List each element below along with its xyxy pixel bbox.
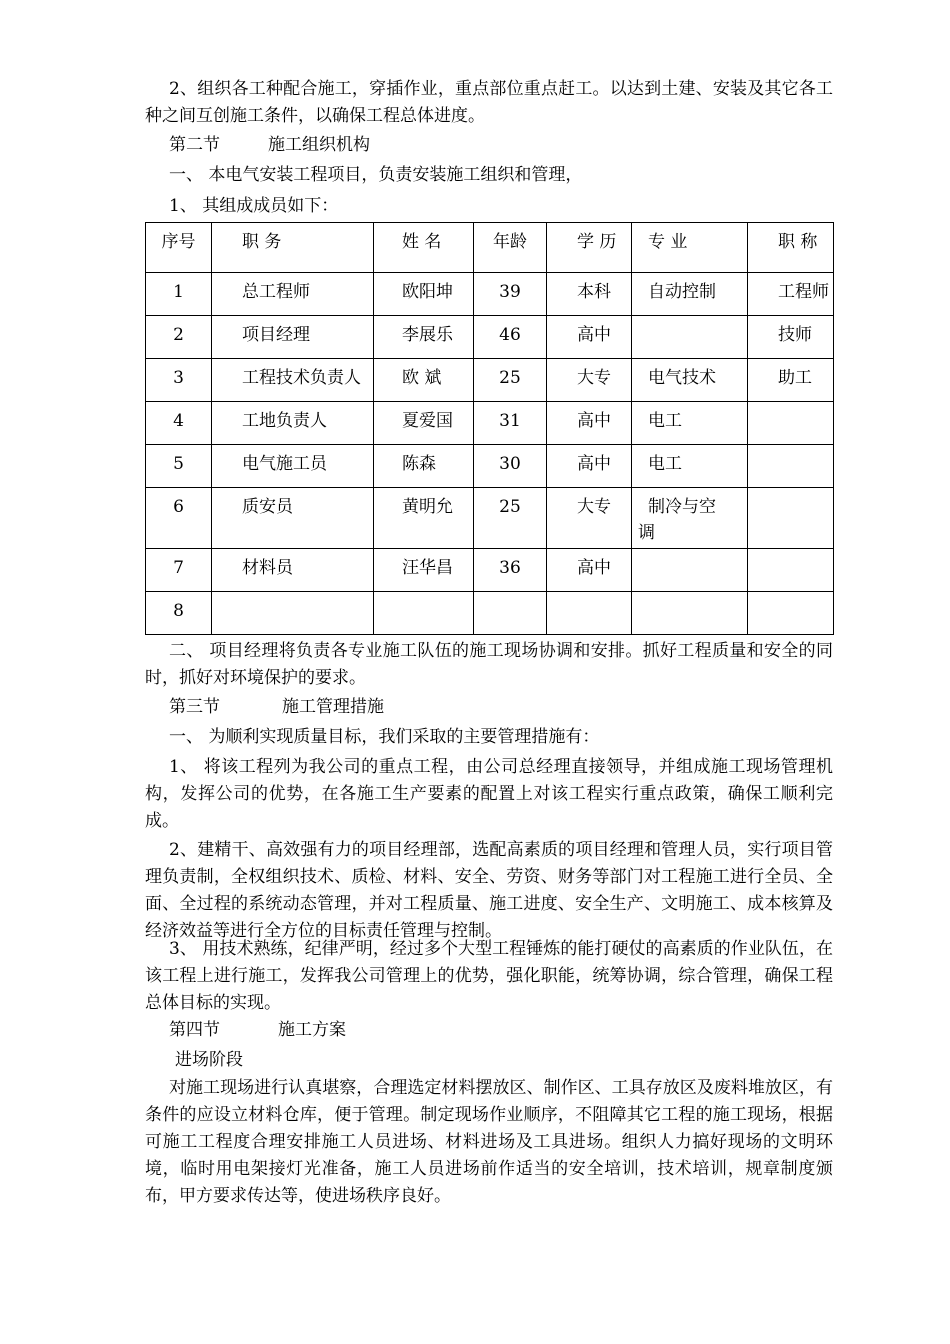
cell-name: 欧阳坤 bbox=[374, 273, 474, 316]
cell-index: 4 bbox=[146, 402, 212, 445]
cell-age: 25 bbox=[474, 488, 547, 549]
section-4-stage: 进场阶段 bbox=[175, 1050, 243, 1070]
cell-position bbox=[212, 592, 374, 635]
cell-title: 工程师 bbox=[748, 273, 834, 316]
cell-specialty-line-1: 制冷与空 bbox=[648, 497, 716, 517]
cell-age: 36 bbox=[474, 549, 547, 592]
cell-education: 本科 bbox=[547, 273, 632, 316]
cell-specialty: 电工 bbox=[632, 402, 748, 445]
cell-specialty: 电气技术 bbox=[632, 359, 748, 402]
section-4-number: 第四节 bbox=[169, 1020, 220, 1040]
cell-specialty: 电工 bbox=[632, 445, 748, 488]
table-row bbox=[146, 402, 834, 445]
cell-education bbox=[547, 592, 632, 635]
cell-specialty bbox=[632, 488, 748, 549]
cell-position: 材料员 bbox=[212, 549, 374, 592]
cell-education: 大专 bbox=[547, 359, 632, 402]
cell-age: 30 bbox=[474, 445, 547, 488]
header-position: 职 务 bbox=[212, 223, 374, 273]
cell-education: 高中 bbox=[547, 445, 632, 488]
section-3-number: 第三节 bbox=[169, 697, 220, 717]
cell-age: 25 bbox=[474, 359, 547, 402]
section-2-title: 施工组织机构 bbox=[268, 135, 370, 155]
header-education: 学 历 bbox=[547, 223, 632, 273]
cell-name: 欧 斌 bbox=[374, 359, 474, 402]
cell-position: 工程技术负责人 bbox=[212, 359, 374, 402]
header-title: 职 称 bbox=[748, 223, 834, 273]
header-index: 序号 bbox=[146, 223, 212, 273]
section-2-sub-1: 1、 其组成成员如下： bbox=[169, 196, 339, 216]
cell-age: 31 bbox=[474, 402, 547, 445]
staff-table bbox=[145, 222, 834, 635]
cell-position: 项目经理 bbox=[212, 316, 374, 359]
cell-index: 7 bbox=[146, 549, 212, 592]
cell-index: 5 bbox=[146, 445, 212, 488]
cell-title: 技师 bbox=[748, 316, 834, 359]
cell-specialty bbox=[632, 549, 748, 592]
cell-age bbox=[474, 592, 547, 635]
cell-specialty: 自动控制 bbox=[632, 273, 748, 316]
cell-index: 6 bbox=[146, 488, 212, 549]
cell-specialty bbox=[632, 592, 748, 635]
header-specialty: 专 业 bbox=[632, 223, 748, 273]
section-3-para-3: 3、 用技术熟练，纪律严明，经过多个大型工程锤炼的能打硬仗的高素质的作业队伍，在该工程上进行施工，发挥我公司管理上的优势，强化职能，统筹协调，综合管理，确保工程总体目标的实现。 bbox=[145, 939, 833, 1013]
cell-education: 高中 bbox=[547, 316, 632, 359]
cell-position: 工地负责人 bbox=[212, 402, 374, 445]
section-2-heading bbox=[169, 132, 370, 159]
cell-education: 大专 bbox=[547, 488, 632, 549]
section-3-title: 施工管理措施 bbox=[282, 697, 384, 717]
section-4-heading bbox=[169, 1017, 346, 1044]
table-row bbox=[146, 592, 834, 635]
cell-title bbox=[748, 549, 834, 592]
cell-title bbox=[748, 445, 834, 488]
section-3-para-2: 2、建精干、高效强有力的项目经理部，选配高素质的项目经理和管理人员，实行项目管理负责制，全权组织技术、质检、材料、安全、劳资、财务等部门对工程施工进行全员、全面、全过程的系统动态管理，并对工程质量、施工进度、安全生产、文明施工、成本核算及经济效益等进行全方位的目标责任管理与控制。 bbox=[145, 840, 833, 941]
cell-position: 总工程师 bbox=[212, 273, 374, 316]
header-age: 年龄 bbox=[474, 223, 547, 273]
section-3-heading bbox=[169, 694, 384, 721]
cell-name: 夏爱国 bbox=[374, 402, 474, 445]
section-4-para-1: 对施工现场进行认真堪察，合理选定材料摆放区、制作区、工具存放区及废料堆放区，有条件的应设立材料仓库，便于管理。制定现场作业顺序，不阻障其它工程的施工现场，根据可施工工程度合理安排施工人员进场、材料进场及工具进场。组织人力搞好现场的文明环境，临时用电架接灯光准备，施工人员进场前作适当的安全培训，技术培训，规章制度颁布，甲方要求传达等，使进场秩序良好。 bbox=[145, 1078, 833, 1206]
cell-index: 3 bbox=[146, 359, 212, 402]
cell-name: 李展乐 bbox=[374, 316, 474, 359]
cell-name: 陈森 bbox=[374, 445, 474, 488]
section-2-item-2: 二、 项目经理将负责各专业施工队伍的施工现场协调和安排。抓好工程质量和安全的同时，抓好对环境保护的要求。 bbox=[145, 641, 833, 688]
section-4-title: 施工方案 bbox=[278, 1020, 346, 1040]
intro-item-2: 2、组织各工种配合施工，穿插作业，重点部位重点赶工。以达到土建、安装及其它各工种之间互创施工条件，以确保工程总体进度。 bbox=[145, 79, 833, 126]
cell-position: 电气施工员 bbox=[212, 445, 374, 488]
cell-title bbox=[748, 488, 834, 549]
table-row bbox=[146, 273, 834, 316]
cell-title: 助工 bbox=[748, 359, 834, 402]
header-name: 姓 名 bbox=[374, 223, 474, 273]
table-row bbox=[146, 445, 834, 488]
cell-index: 8 bbox=[146, 592, 212, 635]
cell-name: 汪华昌 bbox=[374, 549, 474, 592]
cell-name bbox=[374, 592, 474, 635]
section-2-number: 第二节 bbox=[169, 135, 220, 155]
cell-age: 39 bbox=[474, 273, 547, 316]
cell-specialty bbox=[632, 316, 748, 359]
cell-index: 1 bbox=[146, 273, 212, 316]
section-3-item-1: 一、 为顺利实现质量目标，我们采取的主要管理措施有： bbox=[169, 727, 600, 747]
cell-position: 质安员 bbox=[212, 488, 374, 549]
cell-education: 高中 bbox=[547, 402, 632, 445]
cell-age: 46 bbox=[474, 316, 547, 359]
table-row bbox=[146, 359, 834, 402]
cell-title bbox=[748, 592, 834, 635]
cell-specialty-line-2: 调 bbox=[638, 523, 655, 543]
section-3-para-1: 1、 将该工程列为我公司的重点工程，由公司总经理直接领导，并组成施工现场管理机构，发挥公司的优势，在各施工生产要素的配置上对该工程实行重点政策，确保工顺利完成。 bbox=[145, 757, 833, 831]
table-row bbox=[146, 549, 834, 592]
cell-name: 黄明允 bbox=[374, 488, 474, 549]
table-row bbox=[146, 488, 834, 549]
table-row bbox=[146, 316, 834, 359]
table-header-row bbox=[146, 223, 834, 273]
cell-title bbox=[748, 402, 834, 445]
cell-index: 2 bbox=[146, 316, 212, 359]
cell-education: 高中 bbox=[547, 549, 632, 592]
section-2-item-1: 一、 本电气安装工程项目，负责安装施工组织和管理， bbox=[169, 165, 583, 185]
